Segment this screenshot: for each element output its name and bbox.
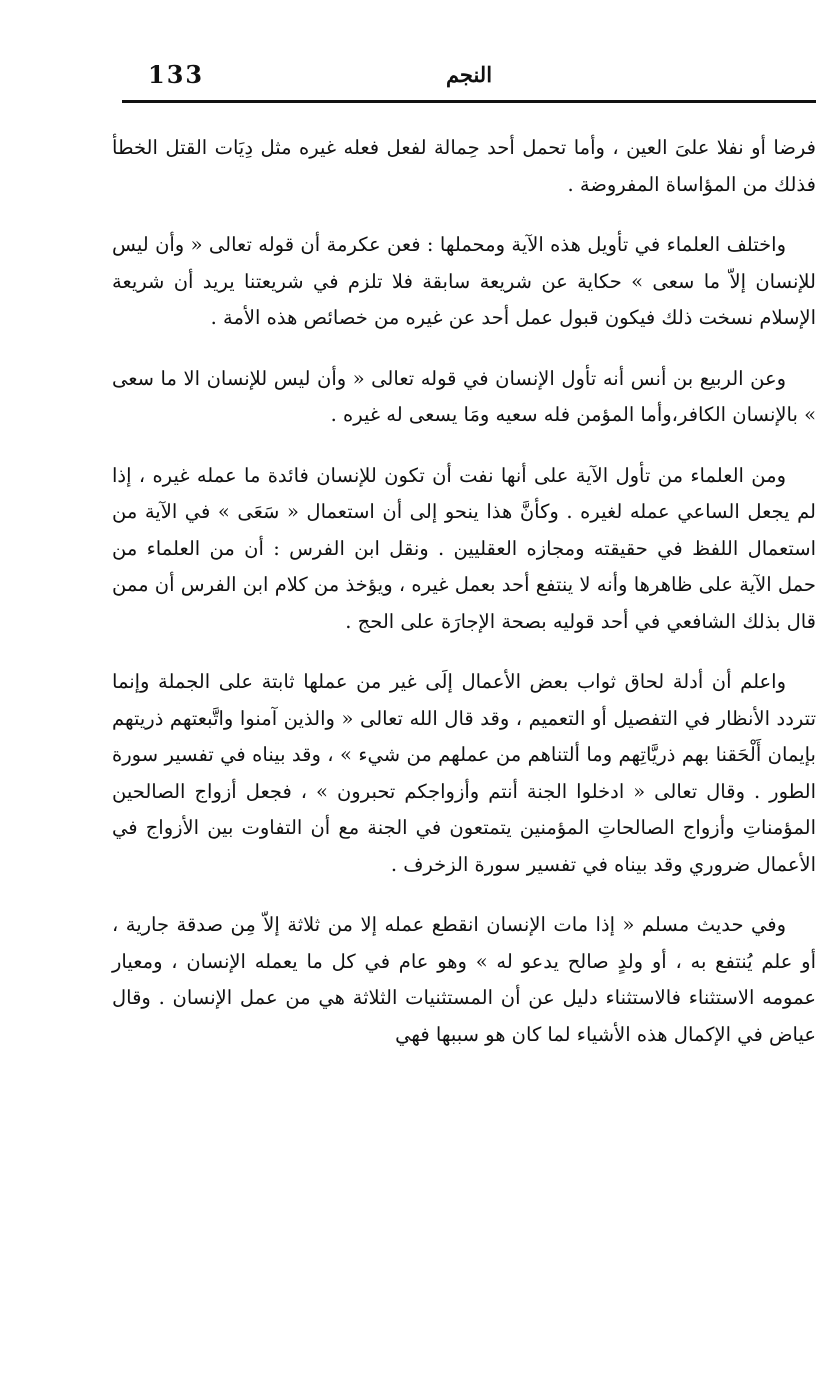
paragraph: واختلف العلماء في تأويل هذه الآية ومحملها : فعن عكرمة أن قوله تعالى « وأن ليس للإنسان إلاّ ما سعى » حكاية عن شريعة سابقة فلا تلزم في شريعتنا يريد أن شريعة الإسلام نسخت ذلك فيكون قبول عمل أحد عن غيره من خصائص هذه الأمة . (112, 233, 816, 329)
paragraph: ومن العلماء من تأول الآية على أنها نفت أن تكون للإنسان فائدة ما عمله غيره ، إذا لم يجعل الساعي عمله لغيره . وكأنَّ هذا ينحو إلى أن استعمال « سَعَى » في الآية من استعمال اللفظ في حقيقته ومجازه العقليين . ونقل ابن الفرس : أن من العلماء من حمل الآية على ظاهرها وأنه لا ينتفع أحد بعمل غيره ، ويؤخذ من كلام ابن الفرس أن ممن قال بذلك الشافعي في أحد قوليه بصحة الإجارَة على الحج . (112, 463, 816, 633)
paragraph: وفي حديث مسلم « إذا مات الإنسان انقطع عمله إلا من ثلاثة إلاّ مِن صدقة جارية ، أو علم يُنتفع به ، أو ولدٍ صالح يدعو له » وهو عام في كل ما يعمله الإنسان ، ومعيار عمومه الاستثناء فالاستثناء دليل عن أن المستثنيات الثلاثة هي من عمل الإنسان . وقال عياض في الإكمال هذه الأشياء لما كان هو سببها فهي (112, 913, 816, 1046)
running-title: النجم (445, 62, 493, 87)
paragraph: واعلم أن أدلة لحاق ثواب بعض الأعمال إلَى غير من عملها ثابتة على الجملة وإنما تتردد الأنظار في التفصيل أو التعميم ، وقد قال الله تعالى « والذين آمنوا واتَّبعتهم ذريتهم بإيمان أَلْحَقنا بهم ذريَّاتِهم وما ألتناهم من عملهم من شيء » ، وقد بيناه في تفسير سورة الطور . وقال تعالى « ادخلوا الجنة أنتم وأزواجكم تحبرون » ، فجعل أزواج الصالحين المؤمناتِ وأزواج الصالحاتِ المؤمنين يتمتعون في الجنة مع أن التفاوت بين الأزواج في الأعمال ضروري وقد بيناه في تفسير سورة الزخرف . (112, 670, 816, 876)
paragraph: وعن الربيع بن أنس أنه تأول الإنسان في قوله تعالى « وأن ليس للإنسان الا ما سعى » بالإنسان الكافر،وأما المؤمن فله سعيه ومَا يسعى له غيره . (112, 366, 816, 426)
paragraph: فرضا أو نفلا علىَ العين ، وأما تحمل أحد حِمالة لفعل فعله غيره مثل دِيَات القتل الخطأ فذلك من المؤاساة المفروضة . (112, 136, 816, 196)
body-text (112, 130, 816, 1077)
page-header (122, 58, 816, 98)
header-divider (122, 100, 816, 103)
page-number: 133 (148, 60, 205, 89)
